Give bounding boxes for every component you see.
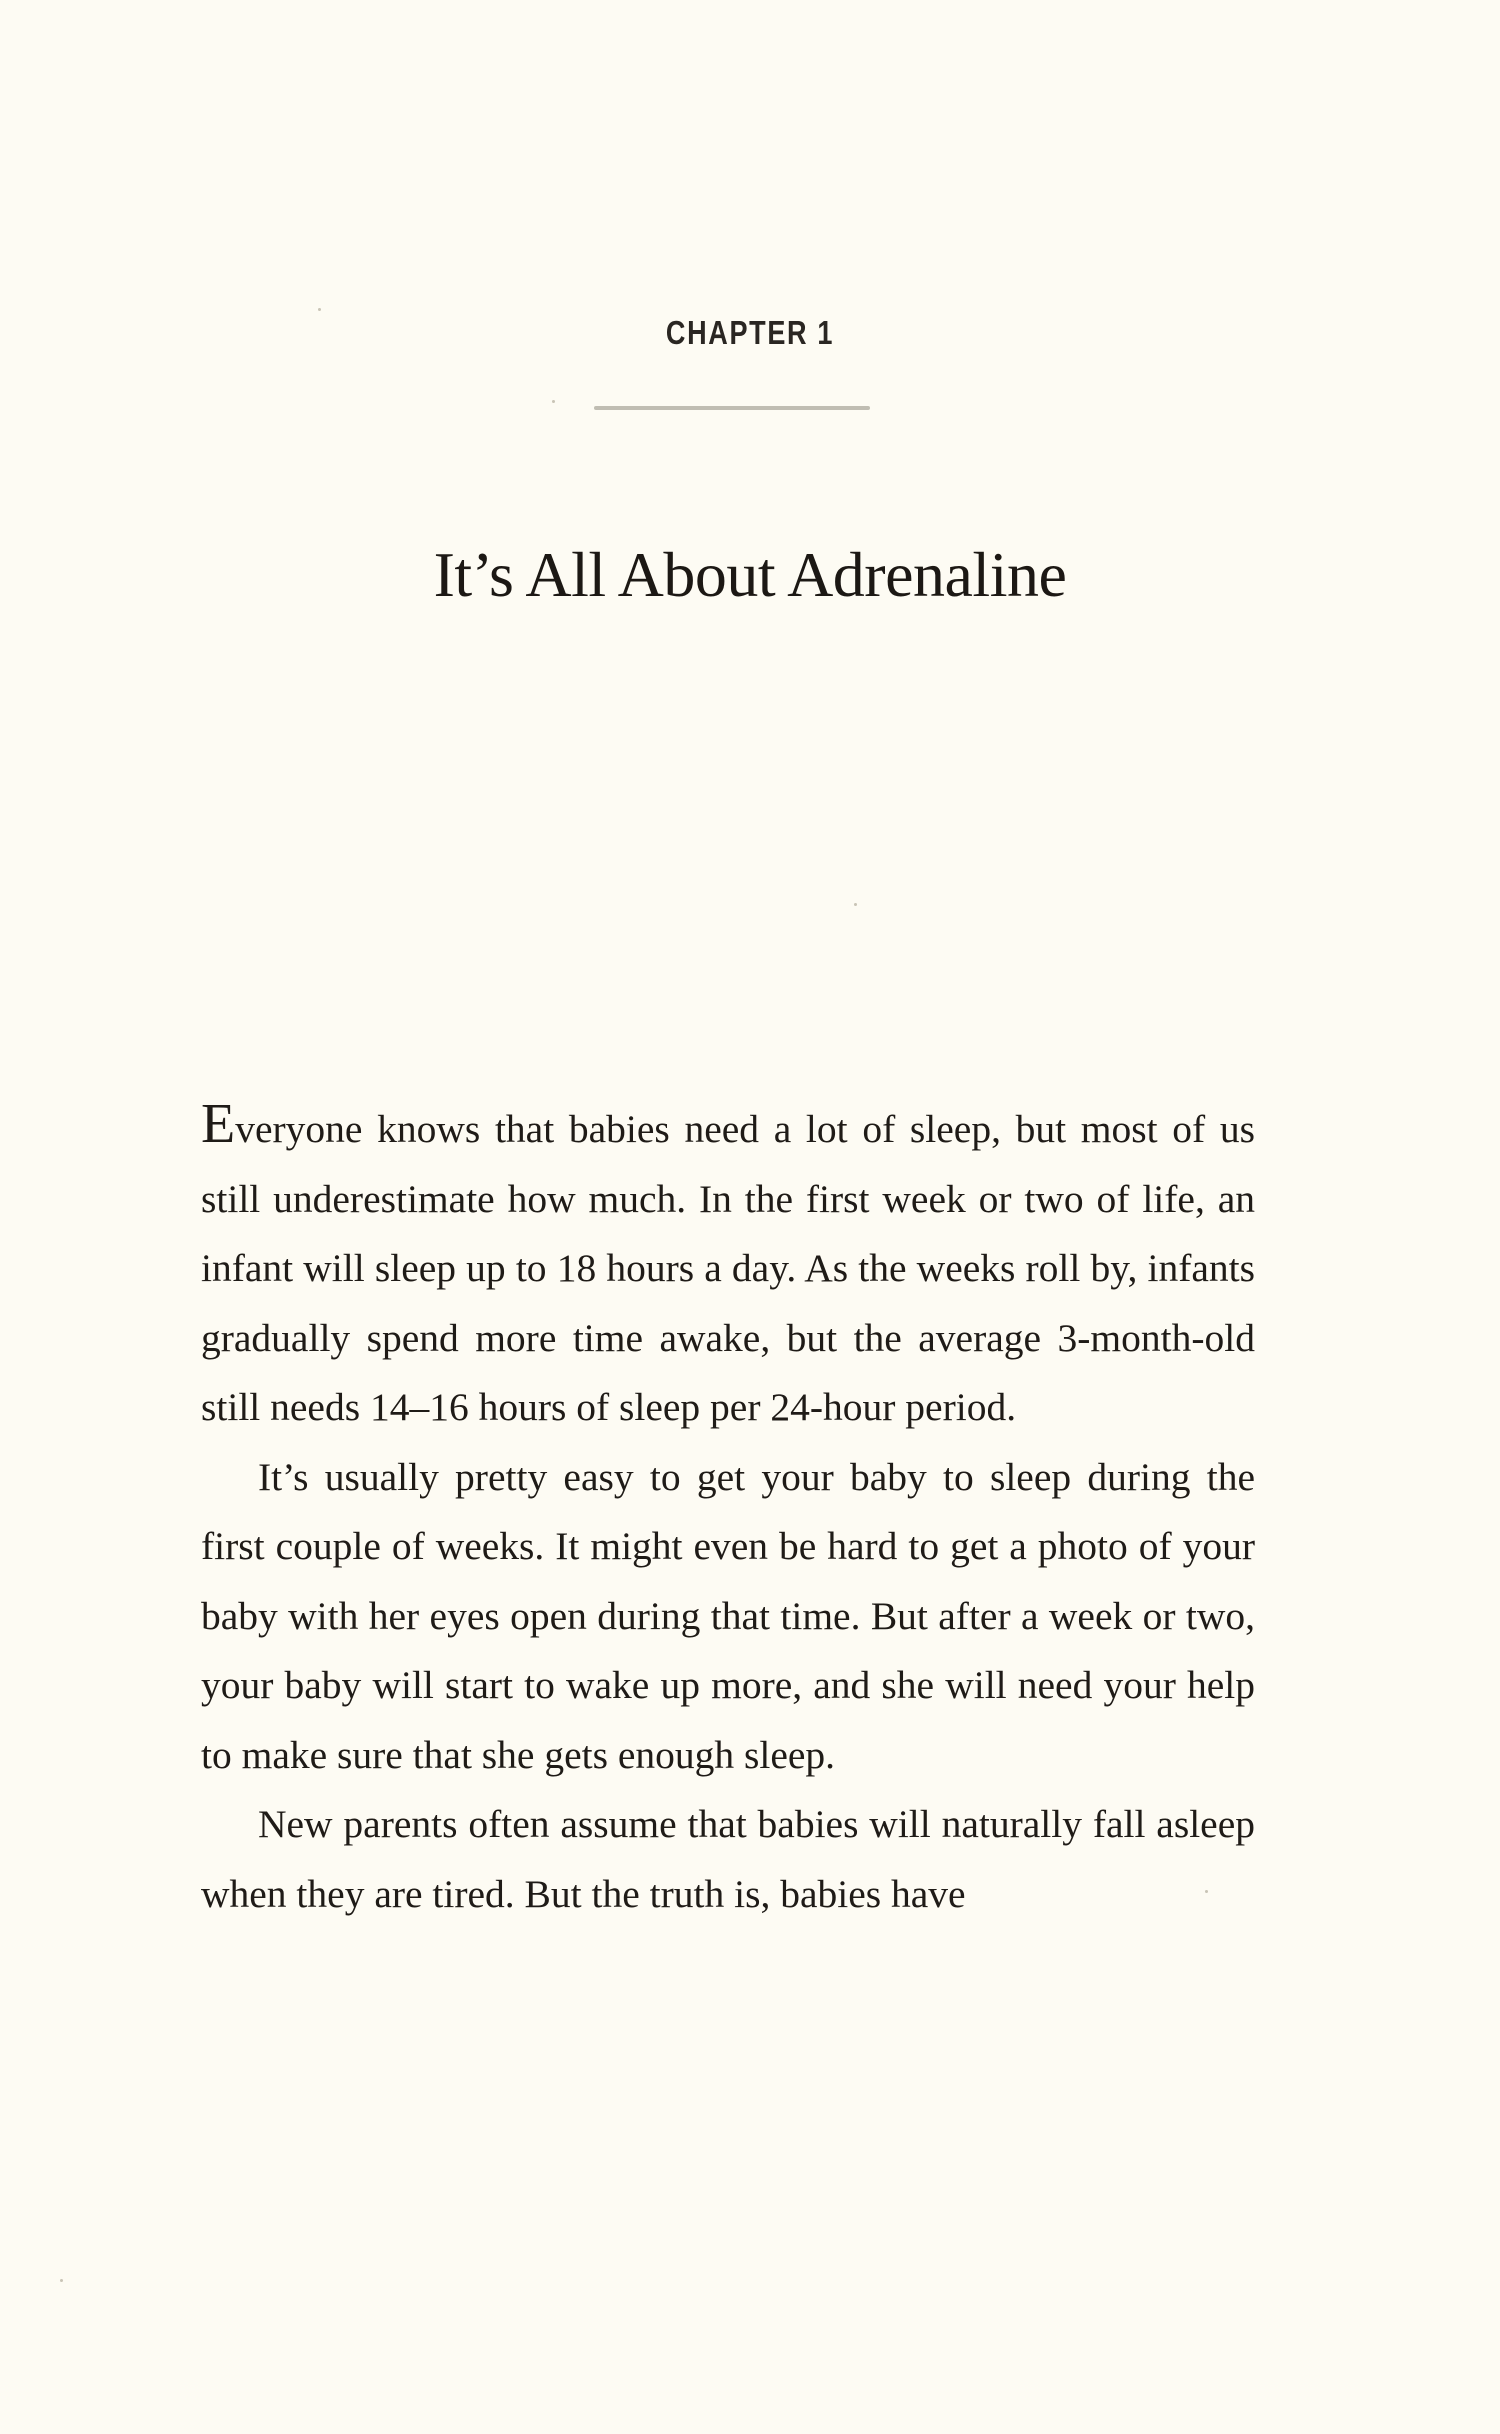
scan-speck [552, 400, 555, 403]
drop-cap: E [201, 1093, 236, 1155]
paragraph-1-text: veryone knows that babies need a lot of sleep, but most of us still underestimate how much. In the first week or two of life, an infant will sleep up to 18 hours a day. As the weeks roll by, infants gradually spend more time awake, but the average 3-month-old still needs 14–16 hours of sleep per 24-hour period. [201, 1107, 1255, 1429]
scan-speck [854, 903, 857, 906]
paragraph-1 [201, 1095, 1255, 1443]
chapter-label: CHAPTER 1 [665, 314, 835, 351]
scan-speck [318, 308, 321, 311]
scan-speck [60, 2279, 63, 2282]
body-text [201, 1095, 1255, 1929]
paragraph-3: New parents often assume that babies will naturally fall asleep when they are tired. But the truth is, babies have [201, 1802, 1255, 1916]
paragraph-2: It’s usually pretty easy to get your baby to sleep during the first couple of weeks. It might even be hard to get a photo of your baby with her eyes open during that time. But after a week or two, your baby will start to wake up more, and she will need your help to make sure that she gets enough sleep. [201, 1454, 1255, 1777]
chapter-title: It’s All About Adrenaline [433, 539, 1067, 610]
scan-speck [1205, 1890, 1208, 1893]
chapter-divider [594, 406, 870, 410]
